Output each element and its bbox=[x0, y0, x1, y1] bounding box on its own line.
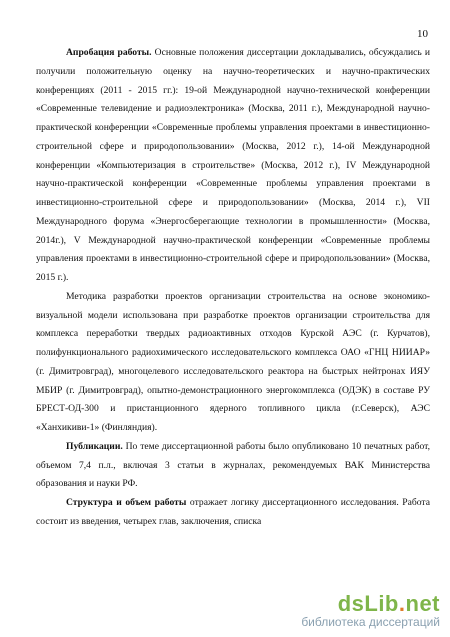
paragraph-methodology bbox=[36, 288, 430, 438]
paragraph-approbation bbox=[36, 44, 430, 288]
watermark-logo bbox=[301, 593, 440, 629]
watermark-logo-text bbox=[301, 593, 440, 615]
paragraph-lead: Публикации. bbox=[66, 440, 123, 452]
paragraph-text: Методика разработки проектов организации строительства на основе экономико-визуальной модели использована при разработке проектов организации строительства для комплекса переработки твердых радиоактивных отходов Курской АЭС (г. Курчатов), полифункционального радиохимического исследовательского комплекса ОАО «ГНЦ НИИАР» (г. Димитровград), многоцелевого исследовательского реактора на быстрых нейтронах ИЯУ МБИР (г. Димитровград), опытно-демонстрационного энергокомплекса (ОДЭК) в составе РУ БРЕСТ-ОД-300 и пристанционного ядерного топливного цикла (г.Северск), АЭС «Ханхикиви-1» (Финляндия). bbox=[36, 290, 430, 433]
page-number: 10 bbox=[417, 28, 428, 40]
paragraph-publications bbox=[36, 438, 430, 494]
paragraph-lead: Апробация работы. bbox=[66, 47, 152, 58]
document-body bbox=[36, 44, 430, 532]
paragraph-text: отражает логику диссертационного исследования. Работа состоит из введения, четырех глав, заключения, списка bbox=[36, 497, 431, 527]
watermark-logo-dot: . bbox=[398, 591, 406, 616]
watermark-subtitle: библиотека диссертаций bbox=[301, 615, 440, 629]
paragraph-lead: Структура и объем работы bbox=[66, 497, 187, 508]
paragraph-text: Основные положения диссертации докладывались, обсуждались и получили положительную оценку на научно-теоретических и научно-практических конференциях (2011 - 2015 гг.): 19-ой Международной научно-технической конференции «Современные телевидение и радиоэлектроника» (Москва, 2011 г.), Международной научно-практической конференции «Современные проблемы управления проектами в инвестиционно-строительной сфере и природопользовании» (Москва, 2012 г.), 14-ой Международной конференции «Компьютеризация в строительстве» (Москва, 2012 г.), IV Международной научно-практической конференции «Современные проблемы управления проектами в инвестиционно-строительной сфере и природопользовании» (Москва, 2014 г.), VII Международного форума «Энергосберегающие технологии в промышленности» (Москва, 2014г.), V Международной научно-практической конференции «Современные проблемы управления проектами в инвестиционно-строительной сфере и природопользовании» (Москва, 2015 г.). bbox=[36, 47, 431, 283]
paragraph-text: По теме диссертационной работы было опубликовано 10 печатных работ, объемом 7,4 п.л., включая 3 статьи в журналах, рекомендуемых ВАК Министерства образования и науки РФ. bbox=[36, 440, 430, 490]
watermark-logo-tld: net bbox=[405, 591, 440, 616]
paragraph-structure bbox=[36, 494, 430, 532]
watermark-logo-main: dsLib bbox=[337, 591, 399, 616]
